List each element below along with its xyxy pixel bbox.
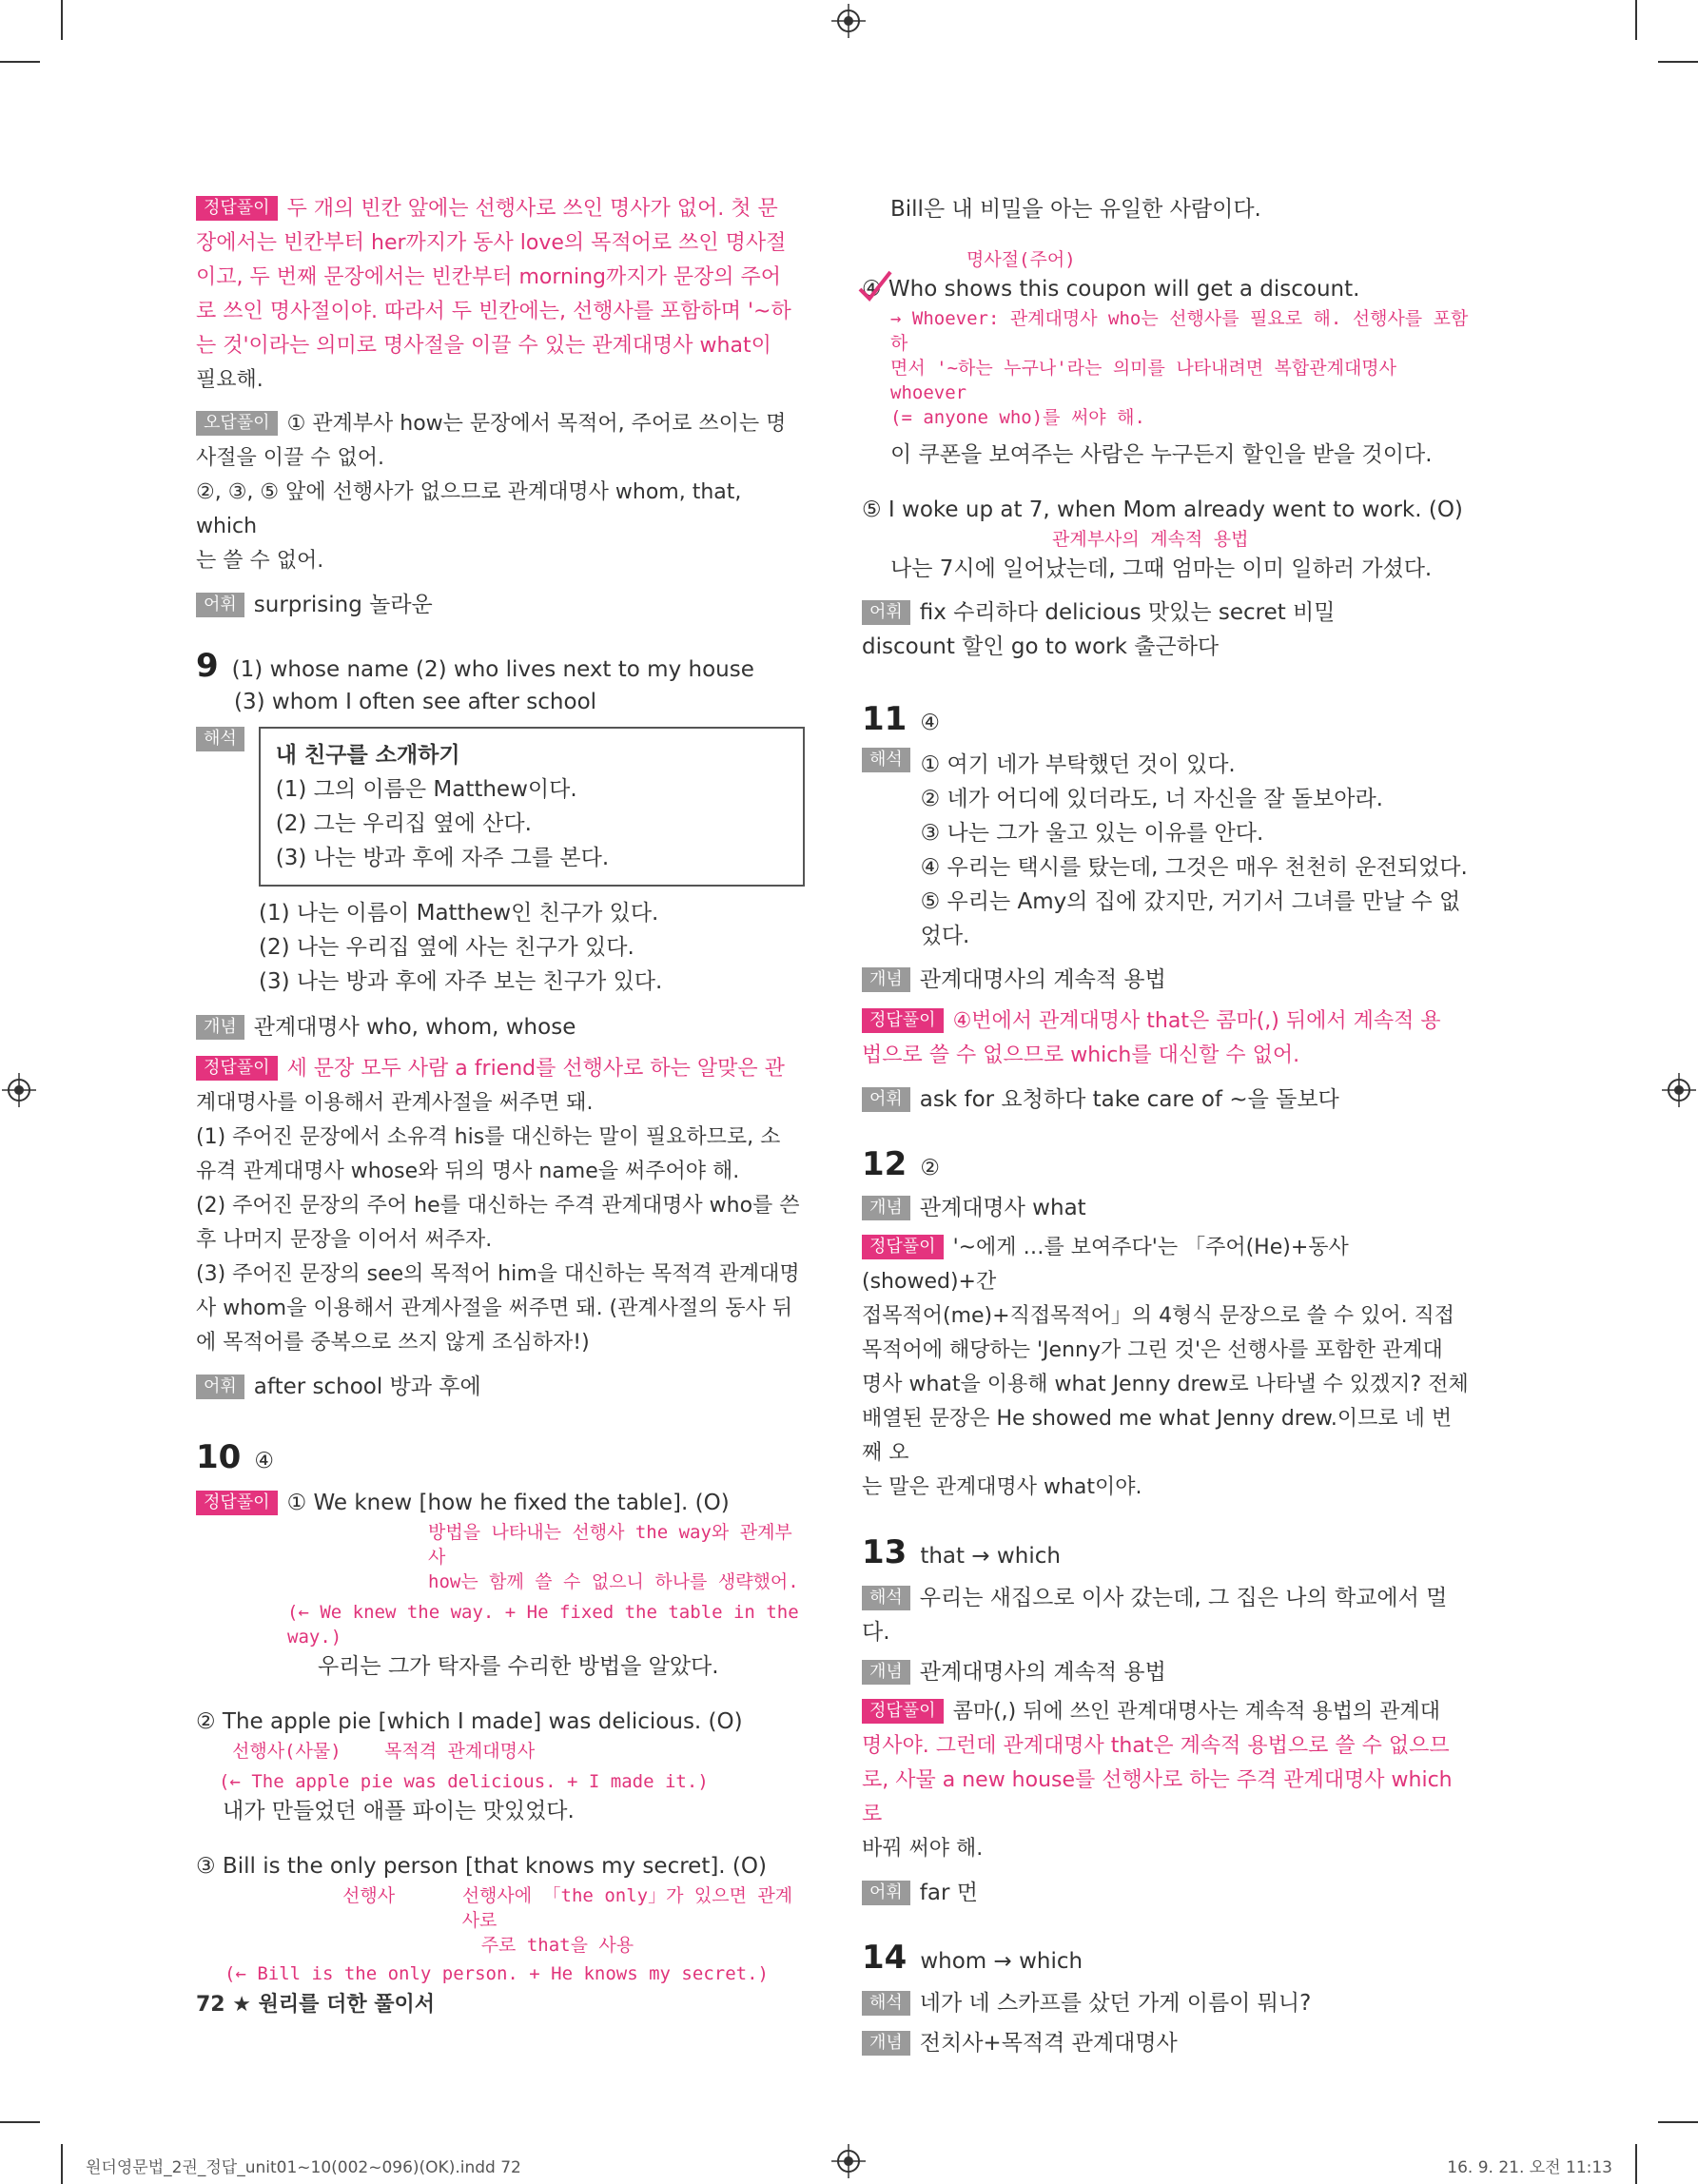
- example-sentence: ⑤ I woke up at 7, when Mom already went to work. (O): [862, 497, 1463, 522]
- answer-explanation-label: 정답풀이: [196, 1056, 278, 1081]
- vocab-label: 어휘: [196, 593, 244, 617]
- translation-sentence: ① 여기 네가 부탁했던 것이 있다.: [920, 752, 1236, 777]
- concept-text: 관계대명사의 계속적 용법: [919, 1660, 1166, 1685]
- question-13: [862, 1533, 1471, 1910]
- q8-wrong-explanation: [196, 407, 805, 578]
- text-line: 콤마(,) 뒤에 쓰인 관계대명사는 계속적 용법의 관계대: [952, 1700, 1440, 1724]
- left-column: [196, 192, 805, 1986]
- translation-sentence: (3) 나는 방과 후에 자주 보는 친구가 있다.: [259, 969, 663, 994]
- handwritten-note: 면서 '~하는 누구나'라는 의미를 나타내려면 복합관계대명사 whoever: [890, 358, 1397, 403]
- concept-label: 개념: [862, 967, 910, 992]
- question-9: [196, 647, 805, 1404]
- crop-mark: [0, 2121, 40, 2123]
- text-line: 후 나머지 문장을 이어서 써주자.: [196, 1228, 493, 1252]
- text-line: (1) 주어진 문장에서 소유격 his를 대신하는 말이 필요하므로, 소: [196, 1125, 781, 1149]
- example-sentence: ① We knew [how he fixed the table]. (O): [286, 1491, 730, 1515]
- right-column: [862, 192, 1471, 2060]
- concept-label: 개념: [196, 1015, 244, 1040]
- registration-mark-icon: [1662, 1073, 1696, 1107]
- translation-label: 해석: [862, 748, 910, 772]
- vocab-text: discount 할인 go to work 출근하다: [862, 634, 1220, 659]
- handwritten-note: (← Bill is the only person. + He knows my secret.): [224, 1963, 769, 1984]
- example-sentence-4: [862, 272, 1471, 306]
- text-line: (3) 주어진 문장의 see의 목적어 him을 대신하는 목적격 관계대명: [196, 1262, 800, 1286]
- question-14: [862, 1939, 1471, 2060]
- vocab-text: far 먼: [919, 1881, 978, 1905]
- slug-date: 16. 9. 21. 오전 11:13: [1447, 2158, 1612, 2177]
- box-line: (3) 나는 방과 후에 자주 그를 본다.: [275, 846, 610, 870]
- q9-explanation: [196, 1052, 805, 1360]
- translation-label: 해석: [862, 1586, 910, 1610]
- text-line: 두 개의 빈칸 앞에는 선행사로 쓰인 명사가 없어. 첫 문: [286, 197, 778, 221]
- text-line: 장에서는 빈칸부터 her까지가 동사 love의 목적어로 쓰인 명사절: [196, 231, 787, 255]
- box-line: (1) 그의 이름은 Matthew이다.: [275, 777, 577, 802]
- translation-sentence: ② 네가 어디에 있더라도, 너 자신을 잘 돌보아라.: [920, 787, 1383, 811]
- translation-sentence: 네가 네 스카프를 샀던 가게 이름이 뭐니?: [919, 1991, 1312, 2016]
- answer-explanation-label: 정답풀이: [862, 1699, 944, 1724]
- answer-explanation-label: 정답풀이: [196, 196, 278, 221]
- answer-explanation-label: 정답풀이: [862, 1235, 944, 1259]
- translation-box: [259, 727, 805, 887]
- page-footer: 72 ★ 원리를 더한 풀이서: [196, 1993, 435, 2017]
- box-title: 내 친구를 소개하기: [275, 743, 460, 768]
- question-12: [862, 1145, 1471, 1505]
- box-line: (2) 그는 우리집 옆에 산다.: [275, 811, 532, 836]
- example-sentence: ② The apple pie [which I made] was delicious. (O): [196, 1709, 743, 1734]
- korean-translation: 이 쿠폰을 보여주는 사람은 누구든지 할인을 받을 것이다.: [890, 442, 1433, 467]
- answer-text: ④: [254, 1449, 274, 1473]
- q8-vocab: [196, 588, 805, 622]
- handwritten-note: 선행사에 「the only」가 있으면 관계사로: [461, 1885, 793, 1931]
- text-line: 유격 관계대명사 whose와 뒤의 명사 name을 써주어야 해.: [196, 1160, 740, 1183]
- q8-explanation: [196, 192, 805, 398]
- text-line: 는 것'이라는 의미로 명사절을 이끌 수 있는 관계대명사 what이: [196, 334, 771, 358]
- text-line: ① 관계부사 how는 문장에서 목적어, 주어로 쓰이는 명: [286, 412, 787, 436]
- handwritten-note: (= anyone who)를 써야 해.: [890, 407, 1145, 428]
- crop-mark: [1658, 61, 1698, 63]
- text-line: 사 whom을 이용해서 관계사절을 써주면 돼. (관계사절의 동사 뒤: [196, 1297, 793, 1320]
- question-number: 14: [862, 1939, 908, 1977]
- registration-mark-icon: [2, 1073, 36, 1107]
- text-line: 에 목적어를 중복으로 쓰지 않게 조심하자!): [196, 1331, 590, 1355]
- text-line: ④번에서 관계대명사 that은 콤마(,) 뒤에서 계속적 용: [952, 1009, 1441, 1033]
- crop-mark: [61, 2144, 63, 2184]
- handwritten-note: → Whoever: 관계대명사 who는 선행사를 필요로 해. 선행사를 포함하: [890, 308, 1469, 354]
- handwritten-note: (← We knew the way. + He fixed the table in the way.): [287, 1602, 799, 1648]
- translation-sentence: 우리는 새집으로 이사 갔는데, 그 집은 나의 학교에서 멀다.: [862, 1586, 1448, 1645]
- concept-text: 전치사+목적격 관계대명사: [919, 2031, 1178, 2056]
- korean-translation: 우리는 그가 탁자를 수리한 방법을 알았다.: [318, 1654, 719, 1679]
- answer-text: (1) whose name (2) who lives next to my house: [231, 657, 754, 682]
- text-line: 필요해.: [196, 368, 263, 392]
- slug-filename: 원더영문법_2권_정답_unit01~10(002~096)(OK).indd 72: [86, 2158, 521, 2177]
- wrong-explanation-label: 오답풀이: [196, 411, 278, 436]
- question-10: [196, 1438, 805, 1986]
- text-line: 법으로 쓸 수 없으므로 which를 대신할 수 없어.: [862, 1043, 1300, 1067]
- text-line: '~에게 …를 보여주다'는 「주어(He)+동사(showed)+간: [862, 1236, 1349, 1294]
- handwritten-note: (← The apple pie was delicious. + I made it.): [219, 1771, 709, 1792]
- crop-mark: [1658, 2121, 1698, 2123]
- vocab-label: 어휘: [196, 1375, 244, 1399]
- handwritten-note: 선행사: [342, 1885, 396, 1906]
- question-number: 9: [196, 647, 219, 685]
- concept-text: 관계대명사 what: [919, 1196, 1086, 1220]
- registration-mark-icon: [831, 2144, 866, 2178]
- translation-sentence: ④ 우리는 택시를 탔는데, 그것은 매우 천천히 운전되었다.: [920, 855, 1468, 880]
- example-sentence: ③ Bill is the only person [that knows my secret]. (O): [196, 1854, 767, 1879]
- vocab-text: fix 수리하다 delicious 맛있는 secret 비밀: [919, 600, 1336, 625]
- text-line: 접목적어(me)+직접목적어」의 4형식 문장으로 쓸 수 있어. 직접: [862, 1304, 1455, 1328]
- q9-translation: [196, 727, 805, 887]
- translation-label: 해석: [862, 1991, 910, 2016]
- crop-mark: [61, 0, 63, 40]
- vocab-label: 어휘: [862, 600, 910, 625]
- translation-label: 해석: [196, 727, 244, 751]
- text-line: 는 쓸 수 없어.: [196, 549, 324, 573]
- question-number: 10: [196, 1438, 242, 1476]
- translation-sentence: ⑤ 우리는 Amy의 집에 갔지만, 거기서 그녀를 만날 수 없었다.: [920, 889, 1461, 948]
- translation-sentence: ③ 나는 그가 울고 있는 이유를 안다.: [920, 821, 1264, 846]
- vocab-text: ask for 요청하다 take care of ~을 돌보다: [919, 1087, 1339, 1112]
- check-mark-icon: [856, 268, 894, 306]
- answer-explanation-label: 정답풀이: [862, 1008, 944, 1033]
- answer-text: whom → which: [920, 1949, 1083, 1974]
- handwritten-note: 명사절(주어): [966, 249, 1076, 270]
- vocab-text: surprising 놀라운: [253, 593, 433, 617]
- handwritten-note: 목적격 관계대명사: [384, 1741, 536, 1762]
- text-line: 세 문장 모두 사람 a friend를 선행사로 하는 알맞은 관: [286, 1057, 785, 1081]
- question-11: [862, 700, 1471, 1117]
- vocab-text: after school 방과 후에: [253, 1375, 481, 1399]
- vocab-label: 어휘: [862, 1087, 910, 1112]
- text-line: 명사야. 그런데 관계대명사 that은 계속적 용법으로 쓸 수 없으므: [862, 1734, 1450, 1758]
- text-line: (2) 주어진 문장의 주어 he를 대신하는 주격 관계대명사 who를 쓴: [196, 1194, 800, 1218]
- korean-translation: 나는 7시에 일어났는데, 그때 엄마는 이미 일하러 가셨다.: [890, 556, 1433, 581]
- concept-text: 관계대명사의 계속적 용법: [919, 967, 1166, 992]
- crop-mark: [1635, 2144, 1637, 2184]
- answer-text: that → which: [920, 1544, 1061, 1569]
- text-line: 계대명사를 이용해서 관계사절을 써주면 돼.: [196, 1091, 594, 1115]
- text-line: ②, ③, ⑤ 앞에 선행사가 없으므로 관계대명사 whom, that, which: [196, 480, 742, 538]
- handwritten-note: 방법을 나타내는 선행사 the way와 관계부사: [428, 1522, 792, 1568]
- korean-translation: 내가 만들었던 애플 파이는 맛있었다.: [223, 1799, 575, 1823]
- korean-translation: Bill은 내 비밀을 아는 유일한 사람이다.: [890, 197, 1261, 222]
- question-number: 12: [862, 1145, 908, 1183]
- concept-text: 관계대명사 who, whom, whose: [253, 1015, 576, 1040]
- text-line: 로 쓰인 명사절이야. 따라서 두 빈칸에는, 선행사를 포함하며 '~하: [196, 300, 791, 323]
- answer-text: (3) whom I often see after school: [234, 690, 597, 714]
- translation-sentence: (1) 나는 이름이 Matthew인 친구가 있다.: [259, 901, 659, 926]
- concept-label: 개념: [862, 1660, 910, 1685]
- handwritten-note: 선행사(사물): [232, 1741, 342, 1762]
- crop-mark: [1635, 0, 1637, 40]
- answer-text: ②: [920, 1156, 940, 1180]
- concept-label: 개념: [862, 2031, 910, 2056]
- text-line: 명사 what을 이용해 what Jenny drew로 나타낼 수 있겠지? 전체: [862, 1373, 1469, 1396]
- crop-mark: [0, 61, 40, 63]
- question-number: 11: [862, 700, 908, 738]
- handwritten-note: how는 함께 쓸 수 없으니 하나를 생략했어.: [428, 1571, 799, 1592]
- answer-text: ④: [920, 711, 940, 735]
- example-sentence: ④ Who shows this coupon will get a discount.: [862, 277, 1360, 302]
- text-line: 바꿔 써야 해.: [862, 1837, 984, 1861]
- text-line: 는 말은 관계대명사 what이야.: [862, 1475, 1142, 1499]
- translation-sentence: (2) 나는 우리집 옆에 사는 친구가 있다.: [259, 935, 634, 960]
- text-line: 이고, 두 번째 문장에서는 빈칸부터 morning까지가 문장의 주어: [196, 265, 782, 289]
- text-line: 목적어에 해당하는 'Jenny가 그린 것'은 선행사를 포함한 관계대: [862, 1338, 1443, 1362]
- text-line: 사절을 이끌 수 없어.: [196, 446, 384, 470]
- text-line: 배열된 문장은 He showed me what Jenny drew.이므로 네 번째 오: [862, 1407, 1453, 1465]
- question-number: 13: [862, 1533, 908, 1571]
- answer-explanation-label: 정답풀이: [196, 1491, 278, 1515]
- vocab-label: 어휘: [862, 1881, 910, 1905]
- text-line: 로, 사물 a new house를 선행사로 하는 주격 관계대명사 which로: [862, 1768, 1453, 1826]
- handwritten-note: 관계부사의 계속적 용법: [1052, 529, 1249, 550]
- concept-label: 개념: [862, 1196, 910, 1220]
- handwritten-note: 주로 that을 사용: [480, 1935, 634, 1956]
- registration-mark-icon: [831, 4, 866, 38]
